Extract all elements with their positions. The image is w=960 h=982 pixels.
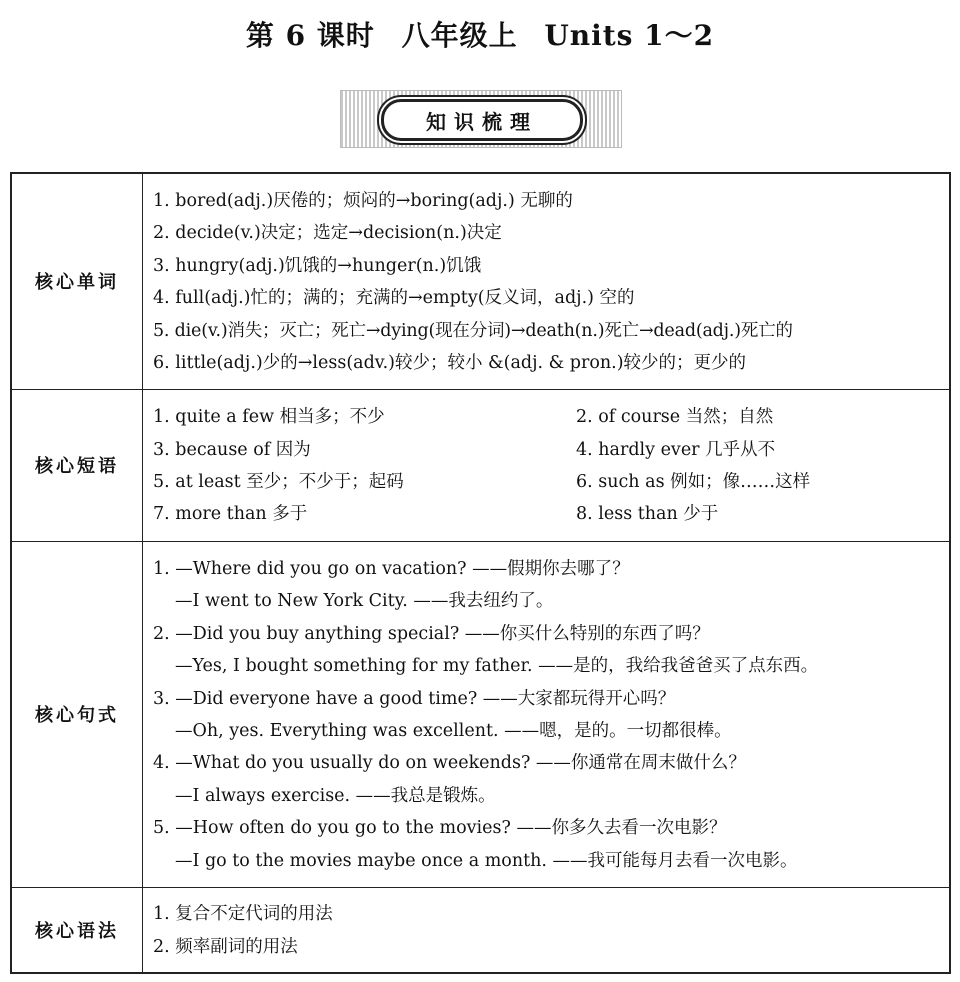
sentence-line: 2. —Did you buy anything special? ——你买什么特别的东西了吗？ — [153, 623, 710, 644]
vocab-line: 3. hungry(adj.)饥饿的→hunger(n.)饥饿 — [153, 255, 482, 276]
vocab-line: 4. full(adj.)忙的；满的；充满的→empty(反义词，adj.) 空的 — [153, 288, 635, 309]
sentence-line: —I always exercise. ——我总是锻炼。 — [175, 785, 496, 806]
units-label: Units 1～2 — [544, 19, 715, 52]
page-title — [0, 14, 960, 54]
grammar-content — [143, 887, 951, 973]
grammar-label: 核心语法 — [11, 887, 143, 973]
grade-label: 八年级上 — [401, 19, 518, 52]
sentences-row — [11, 541, 950, 887]
phrases-label: 核心短语 — [11, 389, 143, 541]
lesson-number: 第 6 课时 — [245, 19, 375, 52]
sentence-line: —I go to the movies maybe once a month. ——我可能每月去看一次电影。 — [175, 850, 798, 871]
grammar-line: 2. 频率副词的用法 — [153, 936, 298, 957]
phrase-item: 6. such as 例如；像……这样 — [576, 472, 811, 492]
sentence-line: —Oh, yes. Everything was excellent. ——嗯，是的。一切都很棒。 — [175, 721, 732, 741]
phrase-item: 1. quite a few 相当多；不少 — [153, 407, 385, 428]
grammar-line: 1. 复合不定代词的用法 — [153, 904, 333, 925]
sentence-line: 3. —Did everyone have a good time? ——大家都玩得开心吗？ — [153, 688, 676, 709]
phrase-item: 4. hardly ever 几乎从不 — [576, 439, 776, 460]
sentences-content — [143, 541, 951, 887]
phrase-item: 3. because of 因为 — [153, 439, 311, 460]
phrases-grid — [153, 401, 939, 531]
vocab-content — [143, 173, 951, 389]
phrases-content — [143, 389, 951, 541]
phrase-item: 7. more than 多于 — [153, 504, 308, 525]
banner-label: 知识梳理 — [381, 99, 583, 141]
sentence-line: 4. —What do you usually do on weekends? ——你通常在周末做什么？ — [153, 753, 746, 774]
vocab-line: 1. bored(adj.)厌倦的；烦闷的→boring(adj.) 无聊的 — [153, 191, 573, 212]
phrase-item: 5. at least 至少；不少于；起码 — [153, 472, 404, 492]
grammar-row — [11, 887, 950, 973]
sentence-line: 5. —How often do you go to the movies? ——你多久去看一次电影？ — [153, 818, 727, 839]
sentence-line: —Yes, I bought something for my father. ——是的，我给我爸爸买了点东西。 — [175, 656, 819, 677]
vocab-line: 5. die(v.)消失；灭亡；死亡→dying(现在分词)→death(n.)死亡→dead(adj.)死亡的 — [153, 320, 793, 341]
vocab-label: 核心单词 — [11, 173, 143, 389]
phrase-item: 8. less than 少于 — [576, 504, 719, 525]
vocab-line: 6. little(adj.)少的→less(adv.)较少；较小 &(adj. & pron.)较少的；更少的 — [153, 353, 747, 374]
phrase-item: 2. of course 当然；自然 — [576, 407, 774, 428]
sentence-line: 1. —Where did you go on vacation? ——假期你去哪了？ — [153, 559, 630, 580]
vocab-row — [11, 173, 950, 389]
knowledge-table — [10, 172, 951, 974]
vocab-line: 2. decide(v.)决定；选定→decision(n.)决定 — [153, 223, 502, 244]
sentences-label: 核心句式 — [11, 541, 143, 887]
phrases-row — [11, 389, 950, 541]
section-banner — [340, 90, 622, 148]
sentence-line: —I went to New York City. ——我去纽约了。 — [175, 591, 554, 612]
